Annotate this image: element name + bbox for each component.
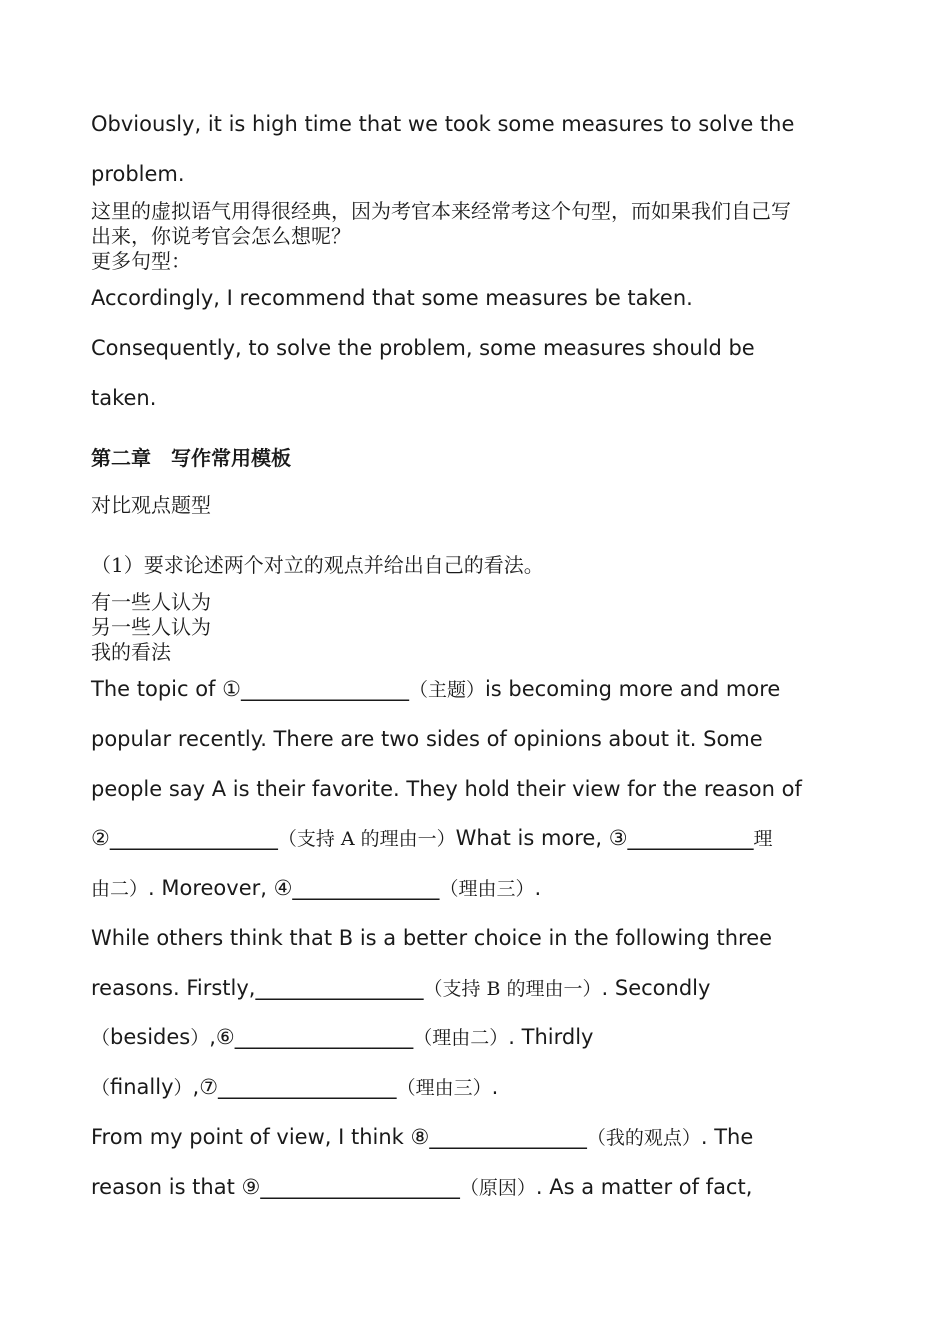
reason-a1-hint: （支持 A 的理由一） — [277, 828, 456, 850]
outline-item: 另一些人认为 — [91, 615, 211, 639]
template-p1-line3: people say A is their favorite. They hold their view for the reason of — [91, 777, 802, 801]
alt-sentence-2-line1: Consequently, to solve the problem, some measures should be — [91, 336, 755, 360]
template-p1-line4 — [91, 813, 773, 864]
reason-blank: reason is that ⑨___________________ — [91, 1175, 460, 1199]
reason-b1-hint: （支持 B 的理由一） — [423, 978, 602, 1000]
opinion-hint: （我的观点） — [586, 1127, 701, 1149]
opinion-blank: From my point of view, I think ⑧_______________ — [91, 1125, 587, 1149]
intro-sentence-line2: problem. — [91, 162, 185, 186]
text-run: . — [534, 876, 542, 900]
reason-a3-hint: （理由三） — [439, 878, 535, 900]
reason-b1-blank: reasons. Firstly,________________ — [91, 976, 424, 1000]
text-run: . The — [700, 1125, 754, 1149]
template-p1-line2: popular recently. There are two sides of opinions about it. Some — [91, 727, 763, 751]
paren: （ — [91, 1027, 111, 1049]
paren: ） — [173, 1077, 193, 1099]
reason-a1-blank: ②________________ — [91, 826, 278, 850]
chapter-title: 第二章 写作常用模板 — [91, 446, 291, 470]
outline-item: 我的看法 — [91, 640, 171, 664]
intro-comment-line1: 这里的虚拟语气用得很经典，因为考官本来经常考这个句型，而如果我们自己写 — [91, 199, 791, 223]
text-run: besides — [110, 1025, 191, 1049]
paren: ） — [190, 1027, 210, 1049]
template-p3-line1 — [91, 1112, 753, 1163]
text-run: . — [491, 1075, 499, 1099]
reason-b3-blank: ,⑦_________________ — [192, 1075, 397, 1099]
template-p1-line5 — [91, 863, 541, 914]
chapter-requirement: （1）要求论述两个对立的观点并给出自己的看法。 — [91, 553, 544, 577]
reason-hint: （原因） — [459, 1177, 536, 1199]
reason-a3-blank: . Moreover, ④______________ — [148, 876, 440, 900]
text-run: finally — [110, 1075, 174, 1099]
reason-a2-hint-cont: 由二） — [91, 878, 149, 900]
alt-sentence-1: Accordingly, I recommend that some measures be taken. — [91, 286, 693, 310]
reason-b2-blank: ,⑥_________________ — [209, 1025, 414, 1049]
intro-comment-line2: 出来，你说考官会怎么想呢？ — [91, 224, 351, 248]
text-run: is becoming more and more — [484, 677, 781, 701]
reason-b2-hint: （理由二） — [413, 1027, 509, 1049]
alt-sentence-2-line2: taken. — [91, 386, 157, 410]
text-run: . Secondly — [601, 976, 711, 1000]
template-p1-line1 — [91, 664, 780, 715]
template-p2-line1: While others think that B is a better choice in the following three — [91, 926, 773, 950]
text-run: . Thirdly — [508, 1025, 594, 1049]
reason-a2-hint: 理 — [753, 828, 773, 850]
intro-sentence-line1: Obviously, it is high time that we took some measures to solve the — [91, 112, 795, 136]
paren: （ — [91, 1077, 111, 1099]
chapter-subtitle: 对比观点题型 — [91, 493, 211, 517]
topic-blank: The topic of ①________________ — [91, 677, 409, 701]
text-run: What is more, ③____________ — [455, 826, 754, 850]
topic-hint: （主题） — [408, 679, 485, 701]
template-p2-line2 — [91, 963, 710, 1014]
template-p2-line3 — [91, 1012, 593, 1063]
template-p2-line4 — [91, 1062, 498, 1113]
more-patterns-label: 更多句型： — [91, 249, 191, 273]
reason-b3-hint: （理由三） — [396, 1077, 492, 1099]
template-p3-line2 — [91, 1162, 752, 1213]
text-run: . As a matter of fact, — [535, 1175, 753, 1199]
outline-item: 有一些人认为 — [91, 590, 211, 614]
